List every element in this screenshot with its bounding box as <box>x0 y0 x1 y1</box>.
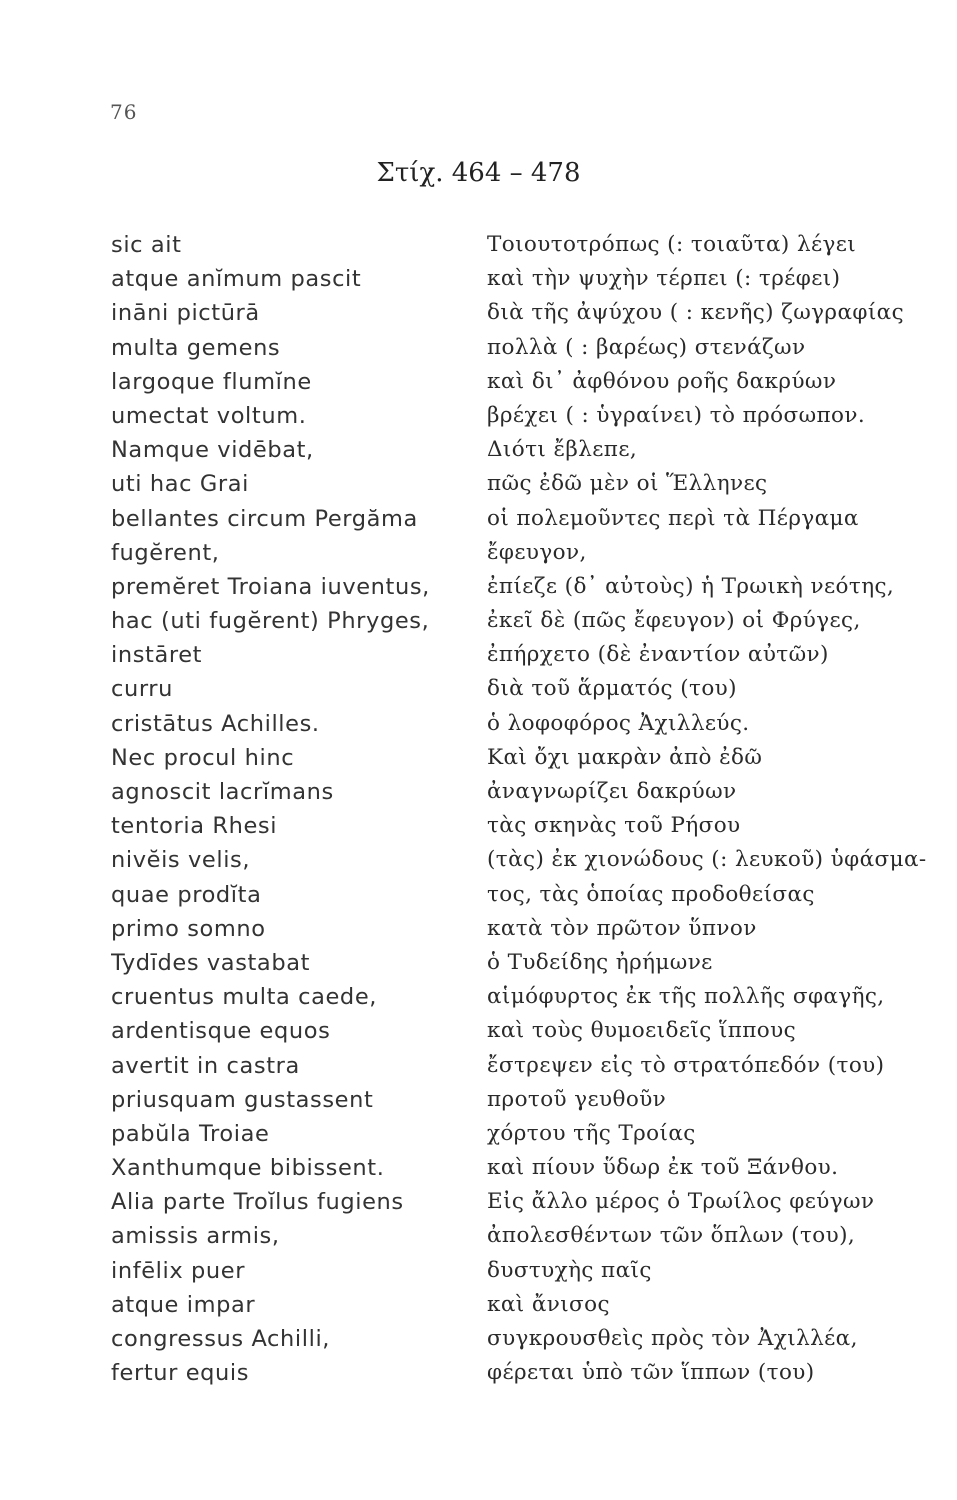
greek-line: τὰς σκηνὰς τοῦ Ρήσου <box>487 813 741 839</box>
latin-line: atque anĭmum pascit <box>111 266 362 293</box>
latin-line: nivĕis velis, <box>111 847 251 874</box>
greek-line: (τὰς) ἐκ χιονώδους (: λευκοῦ) ὑφάσμα- <box>487 847 927 873</box>
greek-line: χόρτου τῆς Τροίας <box>487 1120 696 1146</box>
greek-line: καὶ δι᾽ ἀφθόνου ροῆς δακρύων <box>487 368 837 394</box>
latin-line: Xanthumque bibissent. <box>111 1155 385 1182</box>
greek-line: κατὰ τὸν πρῶτον ὕπνον <box>487 915 757 941</box>
latin-line: instāret <box>111 642 203 669</box>
greek-line: τος, τὰς ὁποίας προδοθείσας <box>487 881 815 907</box>
greek-line: διὰ τῆς ἀψύχου ( : κενῆς) ζωγραφίας <box>487 300 905 326</box>
greek-line: Διότι ἔβλεπε, <box>487 437 638 463</box>
greek-line: ἐκεῖ δὲ (πῶς ἔφευγον) οἱ Φρύγες, <box>487 608 861 634</box>
greek-line: πῶς ἐδῶ μὲν οἱ Ἕλληνες <box>487 471 768 497</box>
latin-line: agnoscit lacrĭmans <box>111 779 334 805</box>
greek-line: Εἰς ἄλλο μέρος ὁ Τρωίλος φεύγων <box>487 1189 875 1215</box>
latin-line: avertit in castra <box>111 1052 300 1079</box>
greek-line: πολλὰ ( : βαρέως) στενάζων <box>487 334 806 360</box>
latin-line: primo somno <box>111 915 266 942</box>
greek-line: ἀναγνωρίζει δακρύων <box>487 779 737 804</box>
latin-line: fugĕrent, <box>111 539 220 566</box>
latin-line: bellantes circum Pergăma <box>111 505 418 532</box>
latin-line: sic ait <box>111 232 182 258</box>
latin-line: priusquam gustassent <box>111 1086 374 1113</box>
verse-heading: Στίχ. 464 – 478 <box>376 158 581 188</box>
latin-line: congressus Achilli, <box>111 1326 331 1352</box>
latin-line: hac (uti fugĕrent) Phryges, <box>111 608 430 635</box>
greek-line: φέρεται ὑπὸ τῶν ἵππων (του) <box>487 1360 815 1386</box>
greek-line: ὁ λοφοφόρος Ἀχιλλεύς. <box>487 710 750 736</box>
latin-line: Nec procul hinc <box>111 744 295 771</box>
greek-line: βρέχει ( : ὑγραίνει) τὸ πρόσωπον. <box>487 402 866 428</box>
latin-line: uti hac Grai <box>111 471 249 498</box>
greek-line: ἀπολεσθέντων τῶν ὅπλων (του), <box>487 1223 856 1249</box>
latin-line: ardentisque equos <box>111 1018 331 1045</box>
latin-text-column <box>111 228 471 1390</box>
greek-line: καὶ τοὺς θυμοειδεῖς ἵππους <box>487 1018 797 1044</box>
greek-line: οἱ πολεμοῦντες περὶ τὰ Πέργαμα <box>487 505 859 531</box>
latin-line: premĕret Troiana iuventus, <box>111 573 430 600</box>
page-number: 76 <box>110 100 138 124</box>
greek-line: Καὶ ὄχι μακρὰν ἀπὸ ἐδῶ <box>487 744 763 770</box>
latin-line: tentoria Rhesi <box>111 813 278 840</box>
latin-line: atque impar <box>111 1291 256 1318</box>
latin-line: multa gemens <box>111 334 281 361</box>
latin-line: curru <box>111 676 173 703</box>
latin-line: amissis armis, <box>111 1223 280 1250</box>
greek-line: προτοῦ γευθοῦν <box>487 1086 667 1112</box>
greek-text-column <box>487 228 927 1390</box>
greek-line: καὶ πίουν ὕδωρ ἐκ τοῦ Ξάνθου. <box>487 1155 839 1181</box>
latin-line: quae prodĭta <box>111 881 262 908</box>
greek-line: ἐπήρχετο (δὲ ἐναντίον αὐτῶν) <box>487 642 829 668</box>
greek-line: συγκρουσθεὶς πρὸς τὸν Ἀχιλλέα, <box>487 1326 858 1351</box>
greek-line: ἔστρεψεν εἰς τὸ στρατόπεδόν (του) <box>487 1052 885 1078</box>
latin-line: cristātus Achilles. <box>111 710 320 737</box>
latin-line: infēlix puer <box>111 1257 246 1284</box>
latin-line: Namque vidēbat, <box>111 437 314 464</box>
greek-line: διὰ τοῦ ἅρματός (του) <box>487 676 737 702</box>
latin-line: pabŭla Troiae <box>111 1120 270 1147</box>
latin-line: Tydīdes vastabat <box>111 949 311 976</box>
greek-line: καὶ τὴν ψυχὴν τέρπει (: τρέφει) <box>487 266 841 292</box>
greek-line: Τοιουτοτρόπως (: τοιαῦτα) λέγει <box>487 232 857 257</box>
greek-line: δυστυχὴς παῖς <box>487 1257 652 1283</box>
latin-line: umectat voltum. <box>111 402 307 429</box>
latin-line: fertur equis <box>111 1360 250 1387</box>
latin-line: largoque flumĭne <box>111 368 312 395</box>
latin-line: Alia parte Troĭlus fugiens <box>111 1189 404 1216</box>
greek-line: αἱμόφυρτος ἐκ τῆς πολλῆς σφαγῆς, <box>487 984 885 1010</box>
greek-line: ἔφευγον, <box>487 539 587 565</box>
latin-line: cruentus multa caede, <box>111 984 378 1011</box>
greek-line: ἐπίεζε (δ᾽ αὐτοὺς) ἡ Τρωικὴ νεότης, <box>487 573 895 599</box>
greek-line: καὶ ἄνισος <box>487 1291 610 1317</box>
latin-line: ināni pictūrā <box>111 300 260 327</box>
greek-line: ὁ Τυδείδης ἠρήμωνε <box>487 949 713 975</box>
